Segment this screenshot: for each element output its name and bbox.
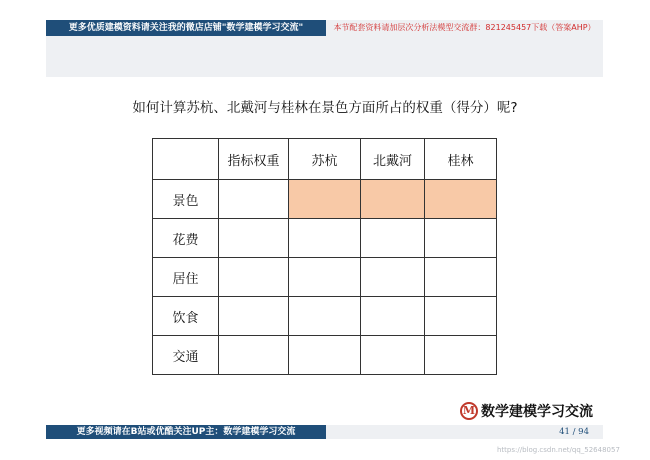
header-cell-corner <box>153 139 219 180</box>
row-label: 饮食 <box>153 297 219 336</box>
table-cell <box>361 219 425 258</box>
footer-strip <box>46 425 603 439</box>
table-row <box>153 297 497 336</box>
table-cell <box>425 336 497 375</box>
row-label: 花费 <box>153 219 219 258</box>
table-cell <box>219 180 289 219</box>
table-cell <box>219 219 289 258</box>
table-cell <box>425 258 497 297</box>
footer-left-banner-text: 更多视频请在B站或优酷关注UP主：数学建模学习交流 <box>46 425 326 439</box>
top-left-banner-text: 更多优质建模资料请关注我的微店店铺"数学建模学习交流" <box>46 20 326 36</box>
table-row <box>153 219 497 258</box>
top-strip <box>46 20 603 36</box>
question-title: 如何计算苏杭、北戴河与桂林在景色方面所占的权重（得分）呢? <box>132 100 518 116</box>
watermark-text: https://blog.csdn.net/qq_52648057 <box>497 446 620 454</box>
table-cell <box>219 258 289 297</box>
table-cell-highlighted <box>425 180 497 219</box>
header-cell-guilin: 桂林 <box>425 139 497 180</box>
table-cell <box>289 258 361 297</box>
m-logo-icon: M <box>460 402 478 420</box>
table-cell <box>219 297 289 336</box>
header-cell-beidaihe: 北戴河 <box>361 139 425 180</box>
header-cell-suhang: 苏杭 <box>289 139 361 180</box>
brand-logo <box>460 400 593 422</box>
row-label: 景色 <box>153 180 219 219</box>
top-right-banner-text: 本节配套资料请加层次分析法模型交流群：821245457下载（答案AHP） <box>326 20 603 36</box>
logo-text: 数学建模学习交流 <box>481 404 593 420</box>
table-cell <box>425 297 497 336</box>
table-row <box>153 180 497 219</box>
table-row <box>153 336 497 375</box>
table-row <box>153 258 497 297</box>
table-cell <box>361 258 425 297</box>
table-cell <box>289 297 361 336</box>
table-cell <box>219 336 289 375</box>
table-cell-highlighted <box>361 180 425 219</box>
weights-table <box>152 138 497 375</box>
table-cell <box>289 336 361 375</box>
table-header-row <box>153 139 497 180</box>
table-cell <box>361 336 425 375</box>
row-label: 交通 <box>153 336 219 375</box>
row-label: 居住 <box>153 258 219 297</box>
table-cell <box>361 297 425 336</box>
table-cell-highlighted <box>289 180 361 219</box>
header-cell-weight: 指标权重 <box>219 139 289 180</box>
top-banner <box>46 20 603 77</box>
page-number: 41 / 94 <box>559 427 589 437</box>
table-cell <box>289 219 361 258</box>
table-cell <box>425 219 497 258</box>
